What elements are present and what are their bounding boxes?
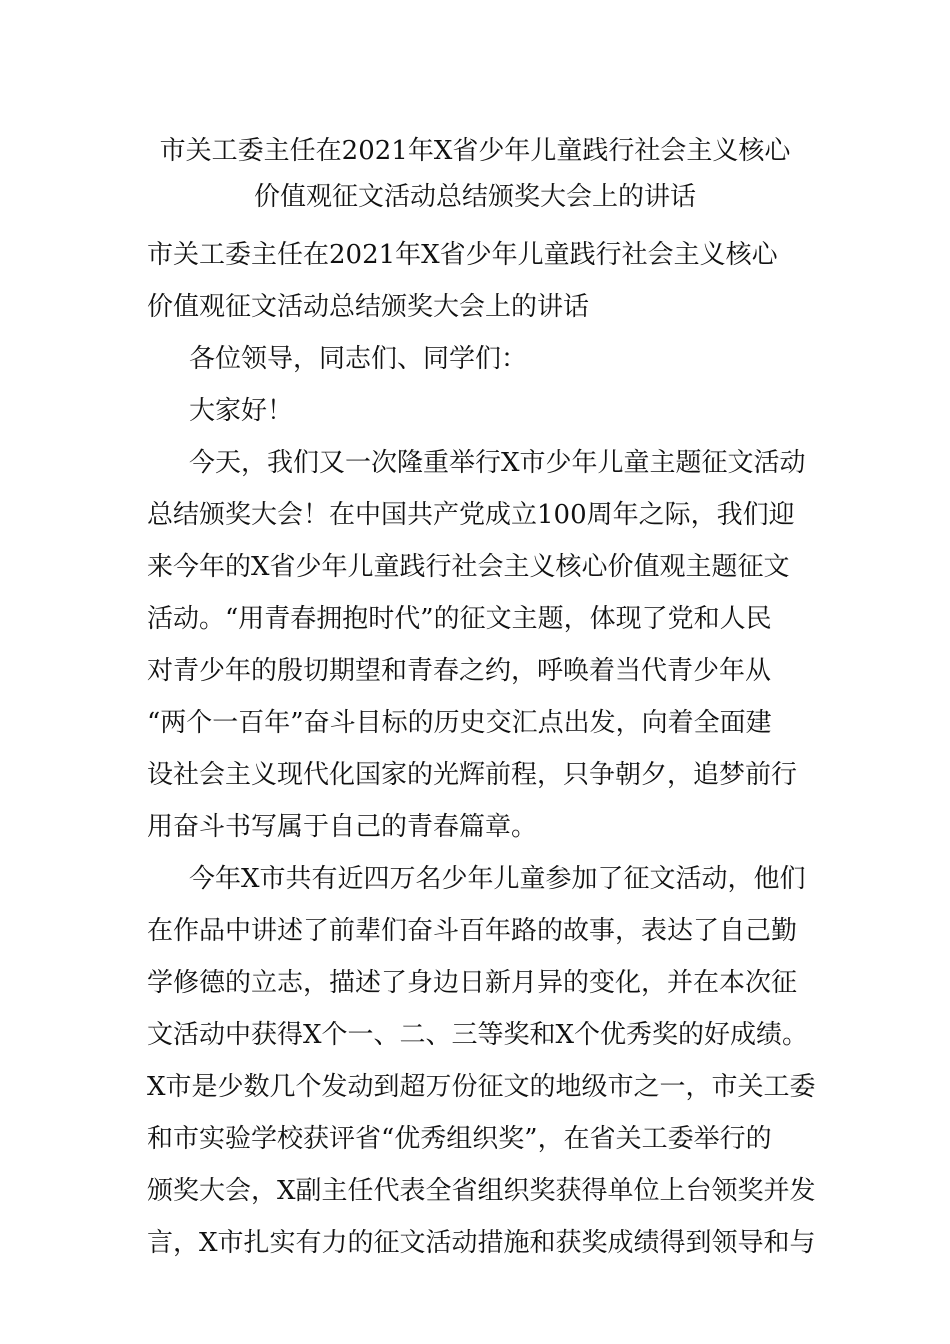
paragraph-2-line: 颁奖大会，X副主任代表全省组织奖获得单位上台领奖并发 [147, 1176, 816, 1206]
body-line: 市关工委主任在2021年X省少年儿童践行社会主义核心 [147, 240, 778, 270]
paragraph-2-line: X市是少数几个发动到超万份征文的地级市之一，市关工委 [147, 1072, 816, 1102]
paragraph-1-line: 用奋斗书写属于自己的青春篇章。 [147, 812, 538, 842]
paragraph-1-line: 活动。“用青春拥抱时代”的征文主题，体现了党和人民 [147, 604, 772, 634]
salutation: 各位领导，同志们、同学们： [189, 344, 528, 374]
body-line: 价值观征文活动总结颁奖大会上的讲话 [147, 292, 590, 322]
title-line-1: 市关工委主任在2021年X省少年儿童践行社会主义核心 [159, 136, 791, 166]
paragraph-1-line: 总结颁奖大会！在中国共产党成立100周年之际，我们迎 [147, 500, 795, 530]
paragraph-2-line: 今年X市共有近四万名少年儿童参加了征文活动，他们 [189, 864, 806, 894]
document-body [147, 229, 817, 1269]
paragraph-1-line: 对青少年的殷切期望和青春之约，呼唤着当代青少年从 [147, 656, 772, 686]
paragraph-2-line: 在作品中讲述了前辈们奋斗百年路的故事，表达了自己勤 [147, 916, 798, 946]
paragraph-2-line: 言，X市扎实有力的征文活动措施和获奖成绩得到领导和与 [147, 1228, 816, 1258]
paragraph-2-line: 学修德的立志，描述了身边日新月异的变化，并在本次征 [147, 968, 798, 998]
paragraph-1-line: 今天，我们又一次隆重举行X市少年儿童主题征文活动 [189, 448, 806, 478]
document-title [100, 128, 850, 220]
paragraph-1-line: 设社会主义现代化国家的光辉前程，只争朝夕，追梦前行 [147, 760, 798, 790]
paragraph-2-line: 和市实验学校获评省“优秀组织奖”，在省关工委举行的 [147, 1124, 772, 1154]
paragraph-1-line: “两个一百年”奋斗目标的历史交汇点出发，向着全面建 [147, 708, 772, 738]
greeting: 大家好！ [189, 396, 294, 426]
paragraph-1-line: 来今年的X省少年儿童践行社会主义核心价值观主题征文 [147, 552, 790, 582]
title-line-2: 价值观征文活动总结颁奖大会上的讲话 [253, 182, 696, 212]
paragraph-2-line: 文活动中获得X个一、二、三等奖和X个优秀奖的好成绩。 [147, 1020, 809, 1050]
